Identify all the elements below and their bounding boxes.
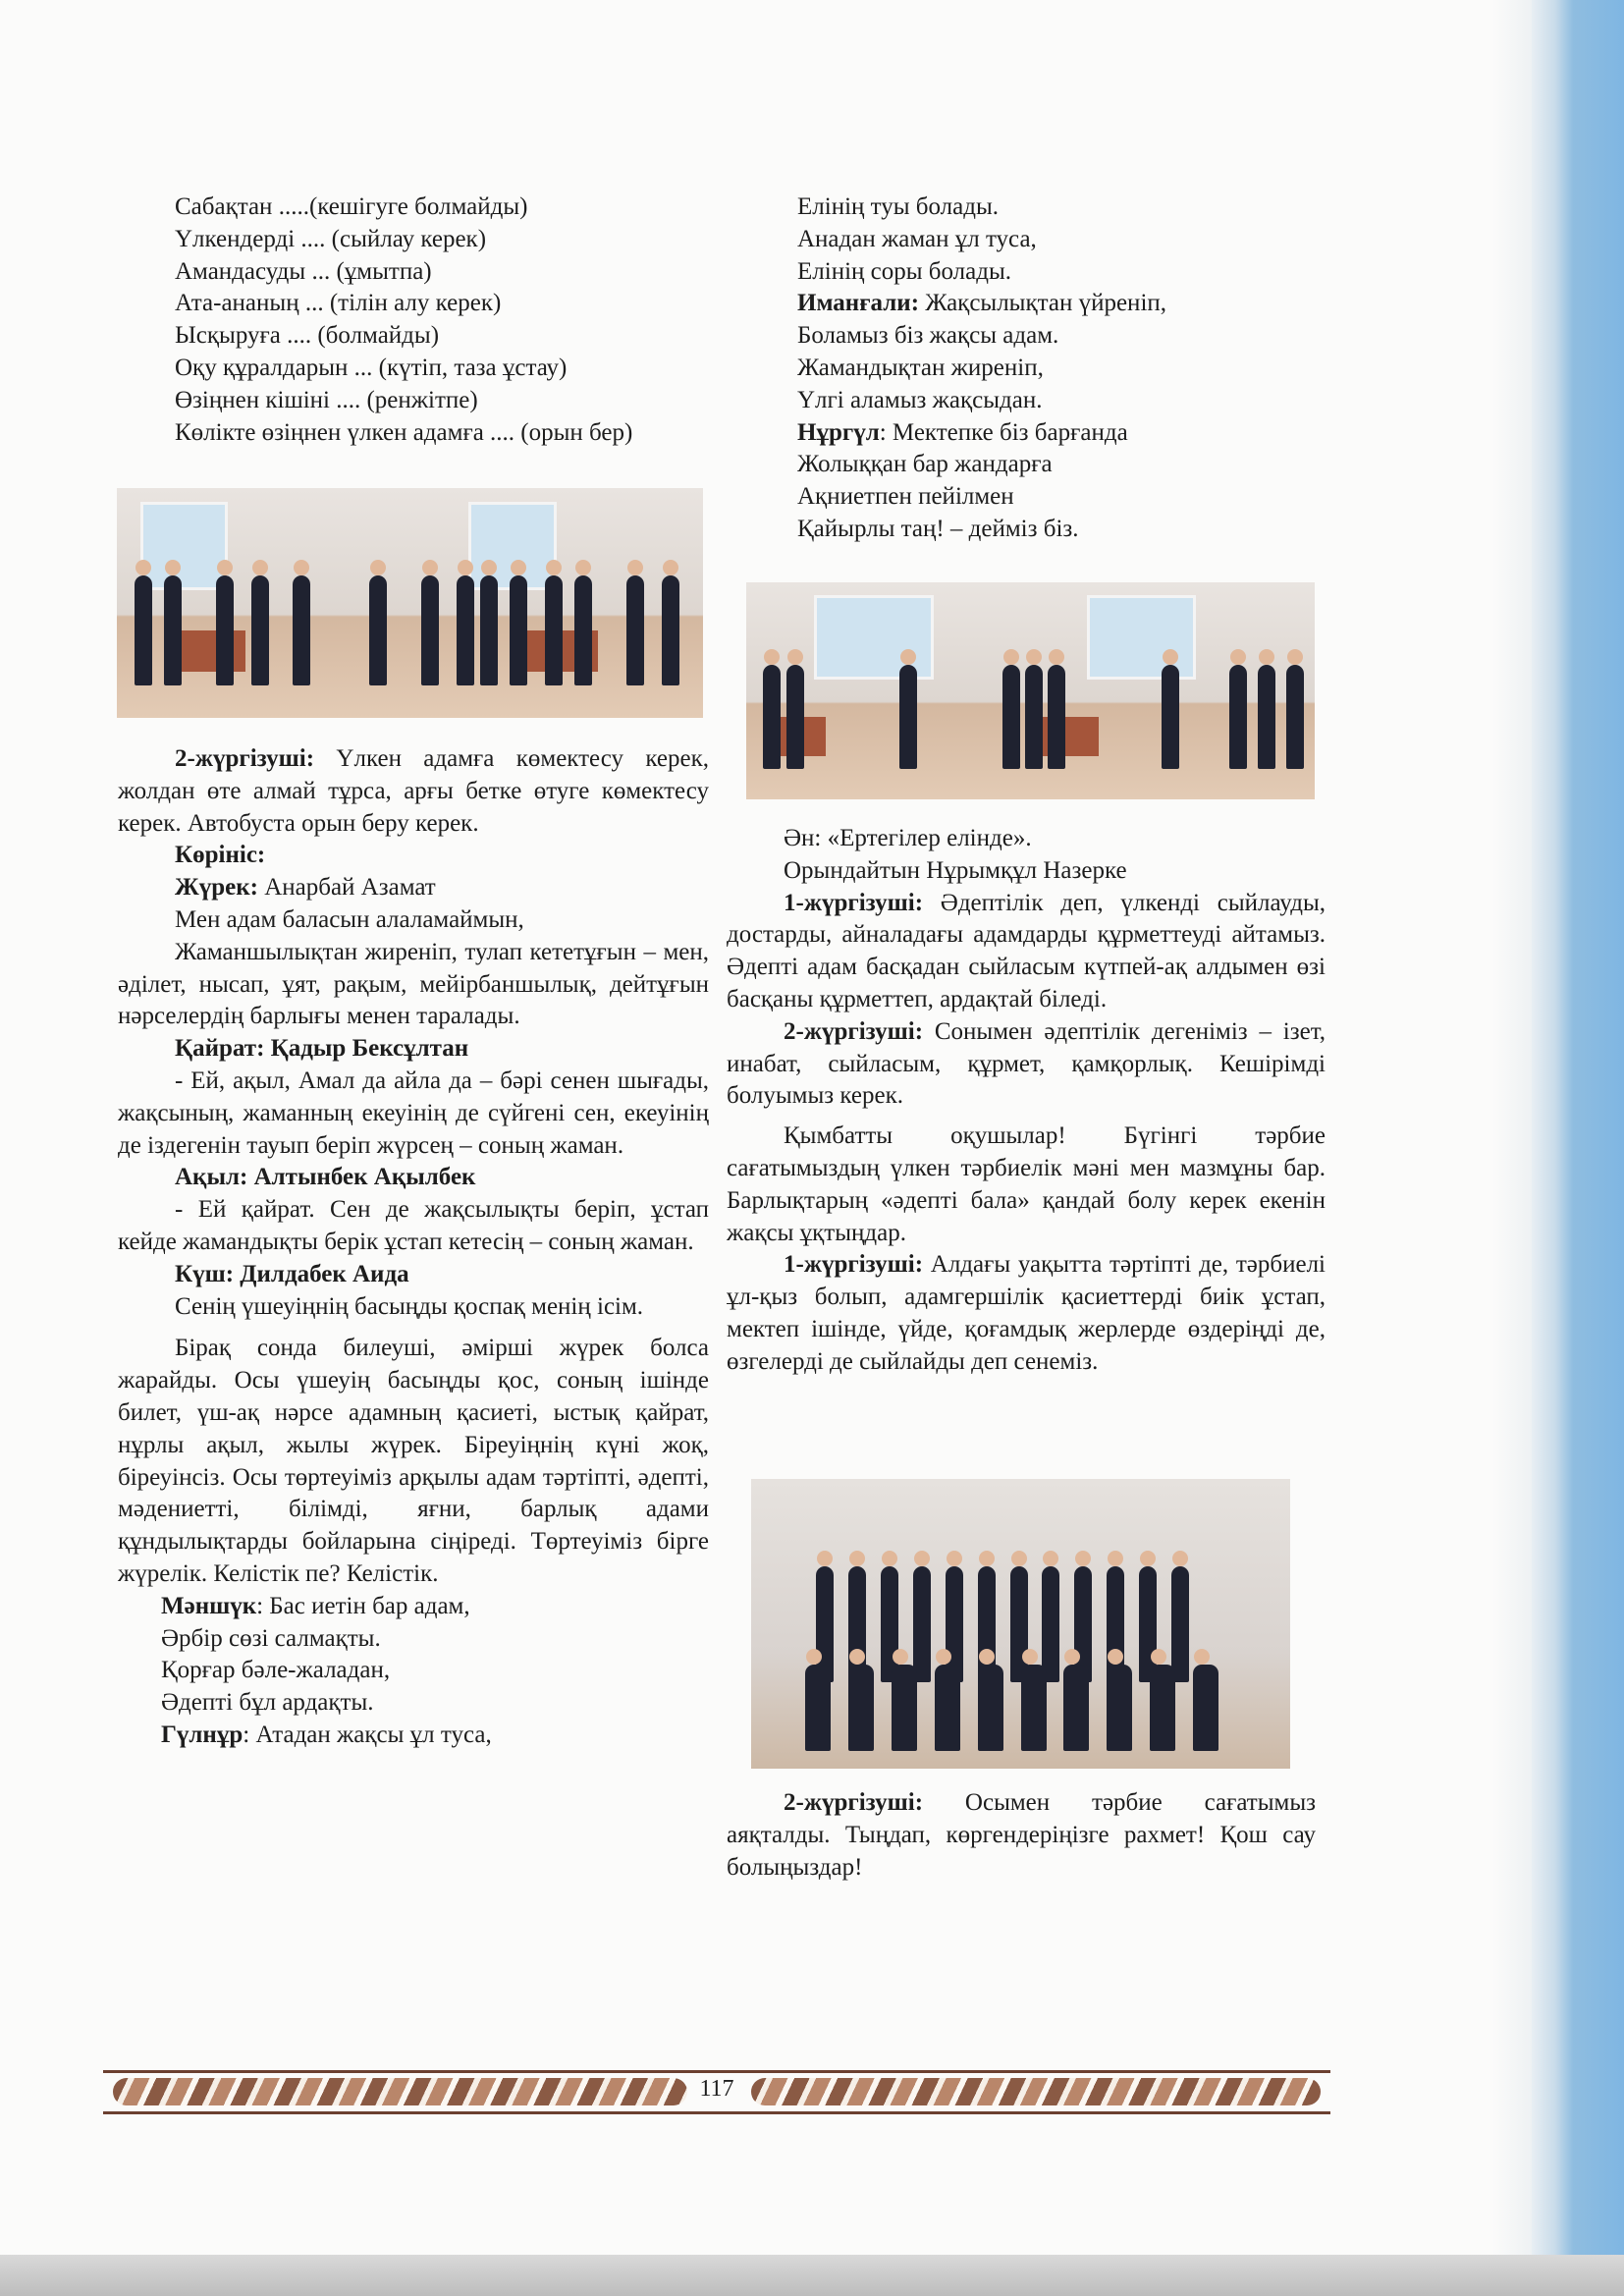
ornament-right [751,2078,1321,2105]
list-item: Көлікте өзіңнен үлкен адамға .... (орын бер) [175,418,633,446]
page-shadow [1492,0,1532,2259]
footer-rule-bottom [103,2111,1330,2114]
ornament-left [113,2078,687,2105]
right-column-body [727,823,1326,1379]
poem-line: Жамандықтан жиреніп, [797,354,1044,381]
photo-children-performance-2 [746,582,1315,799]
role-line: Күш: Дилдабек Аида [175,1260,409,1287]
poem-line: Елінің соры болады. [797,257,1012,285]
page-footer-ornament [103,2068,1330,2115]
paragraph: Жаманшылықтан жиреніп, тулап кететұғын – мен, әділет, нысап, ұят, рақым, мейірбаншылық, дейтұғын нәрселердің барлығы менен таралады. [118,938,709,1030]
role-line: Қайрат: Қадыр Бексұлтан [175,1035,469,1063]
closing-paragraph [727,1787,1316,1884]
paragraph: Қымбатты оқушылар! Бүгінгі тәрбие сағатымыздың үлкен тәрбиелік мәні мен мазмұны бар. Барлықтарың «әдепті бала» қандай болу керек екенін жақсы ұқтыңдар. [727,1122,1326,1246]
list-item: Амандасуды ... (ұмытпа) [175,257,432,285]
paragraph: 1-жүргізуші: Әдептілік деп, үлкенді сыйлауды, достарды, айналадағы адамдарды құрметтеуді айтамыз. Әдепті адам басқадан сыйласым күтпей-ақ алдымен өзі басқаны құрметтеп, ардақтай біледі. [727,889,1326,1012]
poem-line: Анадан жаман ұл туса, [797,225,1037,252]
page-number: 117 [687,2076,746,2103]
paragraph: Сенің үшеуіңнің басыңды қоспақ менің ісім. [175,1292,644,1320]
left-column-body [118,743,709,1752]
list-item: Өзіңнен кішіні .... (ренжітпе) [175,386,478,413]
list-item: Ата-ананың ... (тілін алу керек) [175,290,502,317]
paragraph: 2-жүргізуші: Үлкен адамға көмектесу керек, жолдан өте алмай тұрса, арғы бетке өтуге көмектесу керек. Автобуста орын беру керек. [118,745,709,837]
photo-group-class [751,1479,1290,1769]
photo-children-performance-1 [117,488,703,718]
role-line: Гүлнұр: Атадан жақсы ұл туса, [161,1721,492,1748]
poem-line: Елінің туы болады. [797,193,1000,220]
poem-line: Қайырлы таң! – дейміз біз. [797,515,1079,542]
list-item: Оқу құралдарын ... (күтіп, таза ұстау) [175,354,568,381]
list-item: Сабақтан .....(кешігуге болмайды) [175,193,528,220]
scene-heading: Көрініс: [175,842,266,869]
poem-line: Ақниетпен пейілмен [797,483,1014,511]
paragraph: - Ей қайрат. Сен де жақсылықты беріп, ұстап кейде жамандықты берік ұстап кетесің – соның жаман. [118,1196,709,1255]
paragraph: Бірақ сонда билеуші, әмірші жүрек болса жарайды. Осы үшеуің басыңды қос, соның ішінде билет, үш-ақ нәрсе адамның қасиеті, ыстық қайрат, нұрлы ақыл, жылы жүрек. Біреуіңнің күні жоқ, біреуінсіз. Осы төртеуіміз арқылы адам тәртіпті, әдепті, мәдениетті, білімді, яғни, барлық адами құндылықтарды бойларына сіңіреді. Төртеуіміз бірге жүрелік. Келістік пе? Келістік. [118,1335,709,1587]
paragraph: 2-жүргізуші: Осымен тәрбие сағатымыз аяқталды. Тыңдап, көргендеріңізге рахмет! Қош сау болыңыздар! [727,1789,1316,1881]
role-line: Ақыл: Алтынбек Ақылбек [175,1164,476,1191]
book-cover-edge [1532,0,1624,2259]
role-line: Иманғали: Жақсылықтан үйреніп, [797,290,1167,317]
poem-line: Әдепті бұл ардақты. [161,1689,374,1717]
paragraph: 1-жүргізуші: Алдағы уақытта тәртіпті де, тәрбиелі ұл-қыз болып, адамгершілік қасиеттерді биік ұстап, мектеп ішінде, үйде, қоғамдық жерлерде өздеріңді де, өзгелерді де сыйлайды деп сенеміз. [727,1251,1326,1375]
poem-line: Әрбір сөзі салмақты. [161,1624,381,1652]
poem-line: Қорғар бәле-жаладан, [161,1657,391,1684]
list-item: Ысқыруға .... (болмайды) [175,322,440,350]
song-title: Ән: «Ертегілер елінде». [784,825,1032,851]
paragraph: Мен адам баласын алаламаймын, [175,905,524,933]
poem-line: Боламыз біз жақсы адам. [797,322,1059,350]
list-item: Үлкендерді .... (сыйлау керек) [175,225,487,252]
role-line: Нұргүл: Мектепке біз барғанда [797,418,1128,446]
performer: Орындайтын Нұрымқұл Назерке [784,856,1127,884]
footer-rule-top [103,2070,1330,2073]
paragraph: 2-жүргізуші: Сонымен әдептілік дегеніміз – ізет, инабат, сыйласым, құрмет, қамқорлық. Кешірімді болуымыз керек. [727,1017,1326,1110]
poem-line: Үлгі аламыз жақсыдан. [797,386,1043,413]
scanner-bottom-strip [0,2255,1624,2296]
right-column-poem [797,191,1327,546]
role-line: Жүрек: Анарбай Азамат [175,874,436,902]
poem-line: Жолыққан бар жандарға [797,451,1053,478]
paragraph: - Ей, ақыл, Амал да айла да – бәрі сенен шығады, жақсының, жаманның екеуінің де сүйгені сен, екеуінің де іздегенін тауып беріп жүрсең – соның жаман. [118,1066,709,1159]
role-line: Мәншүк: Бас иетін бар адам, [161,1592,470,1619]
left-column-list [118,191,709,449]
